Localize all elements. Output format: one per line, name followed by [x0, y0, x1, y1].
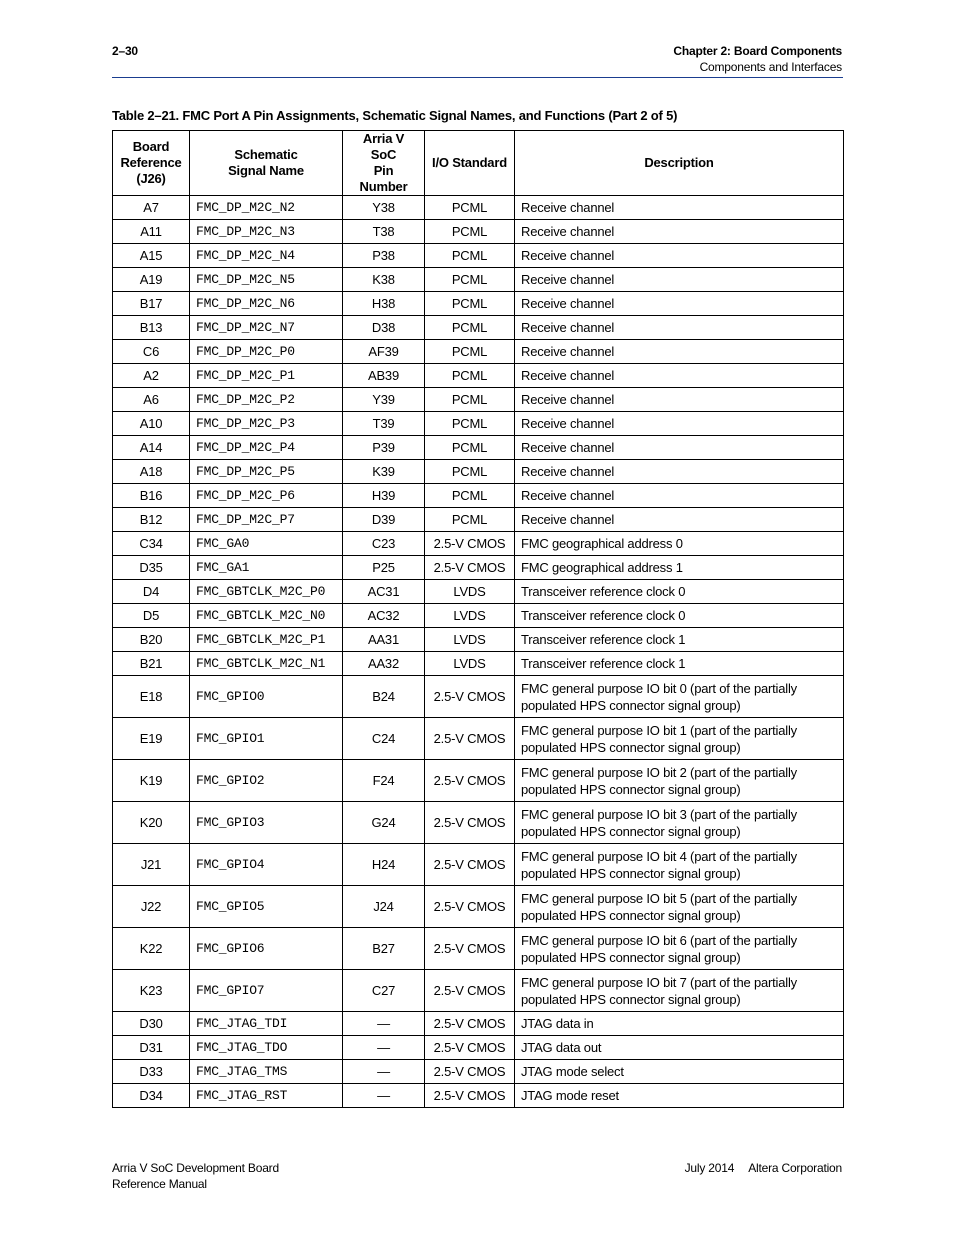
io-standard-cell: PCML	[425, 268, 515, 292]
signal-name-cell: FMC_DP_M2C_N2	[190, 196, 343, 220]
io-standard-cell: PCML	[425, 412, 515, 436]
board-reference-cell: A2	[113, 364, 190, 388]
io-standard-cell: 2.5-V CMOS	[425, 556, 515, 580]
signal-name-cell: FMC_DP_M2C_N6	[190, 292, 343, 316]
board-reference-cell: D5	[113, 604, 190, 628]
table-body	[113, 196, 844, 1108]
table-row	[113, 268, 844, 292]
board-reference-cell: D4	[113, 580, 190, 604]
table-row	[113, 1084, 844, 1108]
pin-number-cell: AA32	[343, 652, 425, 676]
table-row	[113, 388, 844, 412]
signal-name-cell: FMC_JTAG_TDI	[190, 1012, 343, 1036]
io-standard-cell: PCML	[425, 460, 515, 484]
description-cell	[515, 1036, 844, 1060]
board-reference-cell: E18	[113, 676, 190, 718]
description-line: Receive channel	[521, 224, 615, 239]
board-reference-cell: A10	[113, 412, 190, 436]
description-line: populated HPS connector signal group)	[521, 865, 741, 881]
description-cell	[515, 760, 844, 802]
description-line: FMC geographical address 1	[521, 560, 683, 575]
io-standard-cell: 2.5-V CMOS	[425, 970, 515, 1012]
pin-number-cell: P38	[343, 244, 425, 268]
description-line: FMC general purpose IO bit 6 (part of the partially	[521, 932, 797, 948]
io-standard-cell: 2.5-V CMOS	[425, 802, 515, 844]
table-row	[113, 604, 844, 628]
footer-doc-title: Arria V SoC Development Board	[112, 1161, 279, 1175]
pin-number-cell: F24	[343, 760, 425, 802]
table-row	[113, 970, 844, 1012]
pin-number-cell: C24	[343, 718, 425, 760]
description-cell	[515, 508, 844, 532]
board-reference-cell: C6	[113, 340, 190, 364]
board-reference-cell: C34	[113, 532, 190, 556]
signal-name-cell: FMC_GA1	[190, 556, 343, 580]
board-reference-cell: D34	[113, 1084, 190, 1108]
table-row	[113, 340, 844, 364]
io-standard-cell: PCML	[425, 484, 515, 508]
board-reference-cell: B20	[113, 628, 190, 652]
table-row	[113, 652, 844, 676]
section-title: Components and Interfaces	[699, 60, 842, 74]
description-cell	[515, 220, 844, 244]
description-cell	[515, 268, 844, 292]
description-line: Receive channel	[521, 440, 615, 455]
pin-number-cell: H39	[343, 484, 425, 508]
table-row	[113, 1036, 844, 1060]
board-reference-cell: J22	[113, 886, 190, 928]
signal-name-cell: FMC_DP_M2C_N3	[190, 220, 343, 244]
io-standard-cell: 2.5-V CMOS	[425, 718, 515, 760]
io-standard-cell: 2.5-V CMOS	[425, 1084, 515, 1108]
signal-name-cell: FMC_DP_M2C_P6	[190, 484, 343, 508]
pin-number-cell: AA31	[343, 628, 425, 652]
description-line: Receive channel	[521, 320, 615, 335]
header-board-reference: Board Reference (J26)	[113, 131, 190, 196]
description-line: FMC general purpose IO bit 1 (part of the partially	[521, 722, 797, 738]
description-cell	[515, 718, 844, 760]
table-header-row	[113, 131, 844, 196]
pin-number-cell: P39	[343, 436, 425, 460]
pin-number-cell: Y39	[343, 388, 425, 412]
pin-number-cell: C23	[343, 532, 425, 556]
description-line: Receive channel	[521, 512, 615, 527]
io-standard-cell: PCML	[425, 364, 515, 388]
table-row	[113, 244, 844, 268]
pin-number-cell: AF39	[343, 340, 425, 364]
header-io-standard: I/O Standard	[425, 131, 515, 196]
pin-number-cell: K39	[343, 460, 425, 484]
description-cell	[515, 928, 844, 970]
description-cell	[515, 412, 844, 436]
description-cell	[515, 556, 844, 580]
description-line: populated HPS connector signal group)	[521, 991, 741, 1007]
pin-number-cell: T39	[343, 412, 425, 436]
description-line: populated HPS connector signal group)	[521, 823, 741, 839]
description-line: Receive channel	[521, 272, 615, 287]
signal-name-cell: FMC_GPIO1	[190, 718, 343, 760]
pin-number-cell: AB39	[343, 364, 425, 388]
pin-number-cell: H24	[343, 844, 425, 886]
description-line: JTAG mode reset	[521, 1088, 619, 1103]
description-cell	[515, 196, 844, 220]
board-reference-cell: D33	[113, 1060, 190, 1084]
page-number: 2–30	[112, 44, 138, 58]
board-reference-cell: K20	[113, 802, 190, 844]
description-cell	[515, 676, 844, 718]
io-standard-cell: LVDS	[425, 652, 515, 676]
table-row	[113, 760, 844, 802]
io-standard-cell: 2.5-V CMOS	[425, 760, 515, 802]
signal-name-cell: FMC_GPIO6	[190, 928, 343, 970]
io-standard-cell: PCML	[425, 388, 515, 412]
description-cell	[515, 652, 844, 676]
pin-number-cell: —	[343, 1012, 425, 1036]
signal-name-cell: FMC_DP_M2C_N7	[190, 316, 343, 340]
signal-name-cell: FMC_GBTCLK_M2C_N0	[190, 604, 343, 628]
board-reference-cell: J21	[113, 844, 190, 886]
description-cell	[515, 316, 844, 340]
header-divider	[112, 77, 843, 78]
io-standard-cell: PCML	[425, 340, 515, 364]
signal-name-cell: FMC_DP_M2C_P0	[190, 340, 343, 364]
table-row	[113, 676, 844, 718]
description-line: FMC general purpose IO bit 5 (part of the partially	[521, 890, 797, 906]
signal-name-cell: FMC_DP_M2C_P3	[190, 412, 343, 436]
table-row	[113, 460, 844, 484]
description-cell	[515, 460, 844, 484]
board-reference-cell: A6	[113, 388, 190, 412]
io-standard-cell: 2.5-V CMOS	[425, 1036, 515, 1060]
io-standard-cell: 2.5-V CMOS	[425, 928, 515, 970]
pin-number-cell: K38	[343, 268, 425, 292]
description-line: JTAG data out	[521, 1040, 602, 1055]
footer-company: Altera Corporation	[748, 1161, 842, 1175]
description-line: FMC general purpose IO bit 0 (part of the partially	[521, 680, 797, 696]
board-reference-cell: B17	[113, 292, 190, 316]
description-cell	[515, 388, 844, 412]
io-standard-cell: 2.5-V CMOS	[425, 886, 515, 928]
signal-name-cell: FMC_JTAG_RST	[190, 1084, 343, 1108]
pin-number-cell: —	[343, 1036, 425, 1060]
io-standard-cell: 2.5-V CMOS	[425, 1012, 515, 1036]
description-line: Receive channel	[521, 464, 615, 479]
board-reference-cell: K23	[113, 970, 190, 1012]
board-reference-cell: A7	[113, 196, 190, 220]
io-standard-cell: 2.5-V CMOS	[425, 676, 515, 718]
description-line: populated HPS connector signal group)	[521, 739, 741, 755]
description-line: Receive channel	[521, 344, 615, 359]
description-line: Receive channel	[521, 488, 615, 503]
signal-name-cell: FMC_DP_M2C_P5	[190, 460, 343, 484]
signal-name-cell: FMC_GPIO4	[190, 844, 343, 886]
description-line: FMC general purpose IO bit 2 (part of the partially	[521, 764, 797, 780]
description-cell	[515, 244, 844, 268]
table-row	[113, 802, 844, 844]
description-cell	[515, 484, 844, 508]
board-reference-cell: A18	[113, 460, 190, 484]
pin-number-cell: G24	[343, 802, 425, 844]
description-line: Transceiver reference clock 0	[521, 584, 686, 599]
pin-number-cell: B24	[343, 676, 425, 718]
table-row	[113, 196, 844, 220]
description-cell	[515, 436, 844, 460]
pin-number-cell: T38	[343, 220, 425, 244]
table-row	[113, 484, 844, 508]
table-row	[113, 292, 844, 316]
signal-name-cell: FMC_GA0	[190, 532, 343, 556]
io-standard-cell: LVDS	[425, 604, 515, 628]
description-cell	[515, 292, 844, 316]
signal-name-cell: FMC_DP_M2C_P1	[190, 364, 343, 388]
table-row	[113, 1060, 844, 1084]
signal-name-cell: FMC_DP_M2C_P2	[190, 388, 343, 412]
table-row	[113, 886, 844, 928]
io-standard-cell: 2.5-V CMOS	[425, 532, 515, 556]
board-reference-cell: D31	[113, 1036, 190, 1060]
signal-name-cell: FMC_GPIO5	[190, 886, 343, 928]
board-reference-cell: D35	[113, 556, 190, 580]
board-reference-cell: A19	[113, 268, 190, 292]
description-line: Receive channel	[521, 368, 615, 383]
io-standard-cell: PCML	[425, 196, 515, 220]
board-reference-cell: K19	[113, 760, 190, 802]
description-line: Receive channel	[521, 416, 615, 431]
board-reference-cell: A11	[113, 220, 190, 244]
pin-assignment-table	[112, 130, 844, 1108]
chapter-title: Chapter 2: Board Components	[673, 44, 842, 58]
signal-name-cell: FMC_GBTCLK_M2C_P0	[190, 580, 343, 604]
board-reference-cell: B13	[113, 316, 190, 340]
description-cell	[515, 532, 844, 556]
description-cell	[515, 628, 844, 652]
pin-number-cell: Y38	[343, 196, 425, 220]
io-standard-cell: 2.5-V CMOS	[425, 844, 515, 886]
board-reference-cell: E19	[113, 718, 190, 760]
table-row	[113, 844, 844, 886]
signal-name-cell: FMC_DP_M2C_P7	[190, 508, 343, 532]
table-row	[113, 718, 844, 760]
pin-number-cell: P25	[343, 556, 425, 580]
table-row	[113, 928, 844, 970]
pin-number-cell: H38	[343, 292, 425, 316]
table-row	[113, 508, 844, 532]
io-standard-cell: PCML	[425, 244, 515, 268]
board-reference-cell: D30	[113, 1012, 190, 1036]
table-row	[113, 364, 844, 388]
description-cell	[515, 364, 844, 388]
description-line: Receive channel	[521, 200, 615, 215]
description-line: Transceiver reference clock 1	[521, 656, 686, 671]
pin-number-cell: D38	[343, 316, 425, 340]
description-line: populated HPS connector signal group)	[521, 697, 741, 713]
io-standard-cell: PCML	[425, 292, 515, 316]
description-line: populated HPS connector signal group)	[521, 781, 741, 797]
io-standard-cell: 2.5-V CMOS	[425, 1060, 515, 1084]
signal-name-cell: FMC_GPIO2	[190, 760, 343, 802]
pin-number-cell: —	[343, 1084, 425, 1108]
table-row	[113, 556, 844, 580]
description-cell	[515, 844, 844, 886]
description-line: FMC general purpose IO bit 4 (part of the partially	[521, 848, 797, 864]
board-reference-cell: A14	[113, 436, 190, 460]
footer-document	[112, 1160, 279, 1192]
table-row	[113, 316, 844, 340]
board-reference-cell: B12	[113, 508, 190, 532]
signal-name-cell: FMC_DP_M2C_N4	[190, 244, 343, 268]
board-reference-cell: K22	[113, 928, 190, 970]
description-line: populated HPS connector signal group)	[521, 949, 741, 965]
signal-name-cell: FMC_JTAG_TDO	[190, 1036, 343, 1060]
description-cell	[515, 886, 844, 928]
board-reference-cell: B21	[113, 652, 190, 676]
pin-number-cell: C27	[343, 970, 425, 1012]
description-line: FMC general purpose IO bit 7 (part of the partially	[521, 974, 797, 990]
pin-number-cell: D39	[343, 508, 425, 532]
pin-number-cell: J24	[343, 886, 425, 928]
pin-number-cell: —	[343, 1060, 425, 1084]
signal-name-cell: FMC_DP_M2C_P4	[190, 436, 343, 460]
table-row	[113, 220, 844, 244]
description-cell	[515, 1060, 844, 1084]
signal-name-cell: FMC_GPIO0	[190, 676, 343, 718]
pin-number-cell: B27	[343, 928, 425, 970]
description-line: Receive channel	[521, 248, 615, 263]
board-reference-cell: B16	[113, 484, 190, 508]
table-caption: Table 2–21. FMC Port A Pin Assignments, Schematic Signal Names, and Functions (Part 2 of 5)	[112, 108, 678, 123]
io-standard-cell: PCML	[425, 508, 515, 532]
io-standard-cell: LVDS	[425, 580, 515, 604]
description-cell	[515, 604, 844, 628]
table-row	[113, 436, 844, 460]
description-line: JTAG mode select	[521, 1064, 624, 1079]
description-cell	[515, 970, 844, 1012]
description-line: populated HPS connector signal group)	[521, 907, 741, 923]
footer-publisher	[671, 1160, 842, 1176]
description-line: Receive channel	[521, 296, 615, 311]
description-cell	[515, 580, 844, 604]
signal-name-cell: FMC_DP_M2C_N5	[190, 268, 343, 292]
table-row	[113, 628, 844, 652]
signal-name-cell: FMC_GBTCLK_M2C_N1	[190, 652, 343, 676]
io-standard-cell: PCML	[425, 316, 515, 340]
footer-date: July 2014	[684, 1161, 735, 1175]
description-cell	[515, 340, 844, 364]
io-standard-cell: PCML	[425, 220, 515, 244]
description-cell	[515, 1012, 844, 1036]
header-description: Description	[515, 131, 844, 196]
description-line: Transceiver reference clock 0	[521, 608, 686, 623]
table-row	[113, 532, 844, 556]
signal-name-cell: FMC_GPIO3	[190, 802, 343, 844]
header-signal-name: Schematic Signal Name	[190, 131, 343, 196]
pin-number-cell: AC31	[343, 580, 425, 604]
table-row	[113, 1012, 844, 1036]
signal-name-cell: FMC_JTAG_TMS	[190, 1060, 343, 1084]
io-standard-cell: LVDS	[425, 628, 515, 652]
description-cell	[515, 802, 844, 844]
io-standard-cell: PCML	[425, 436, 515, 460]
signal-name-cell: FMC_GBTCLK_M2C_P1	[190, 628, 343, 652]
board-reference-cell: A15	[113, 244, 190, 268]
description-line: JTAG data in	[521, 1016, 594, 1031]
footer-doc-subtitle: Reference Manual	[112, 1177, 207, 1191]
table-row	[113, 580, 844, 604]
signal-name-cell: FMC_GPIO7	[190, 970, 343, 1012]
description-cell	[515, 1084, 844, 1108]
description-line: Transceiver reference clock 1	[521, 632, 686, 647]
table-row	[113, 412, 844, 436]
pin-number-cell: AC32	[343, 604, 425, 628]
description-line: FMC geographical address 0	[521, 536, 683, 551]
header-pin-number: Arria V SoC Pin Number	[343, 131, 425, 196]
description-line: Receive channel	[521, 392, 615, 407]
running-header	[673, 43, 842, 75]
description-line: FMC general purpose IO bit 3 (part of the partially	[521, 806, 797, 822]
